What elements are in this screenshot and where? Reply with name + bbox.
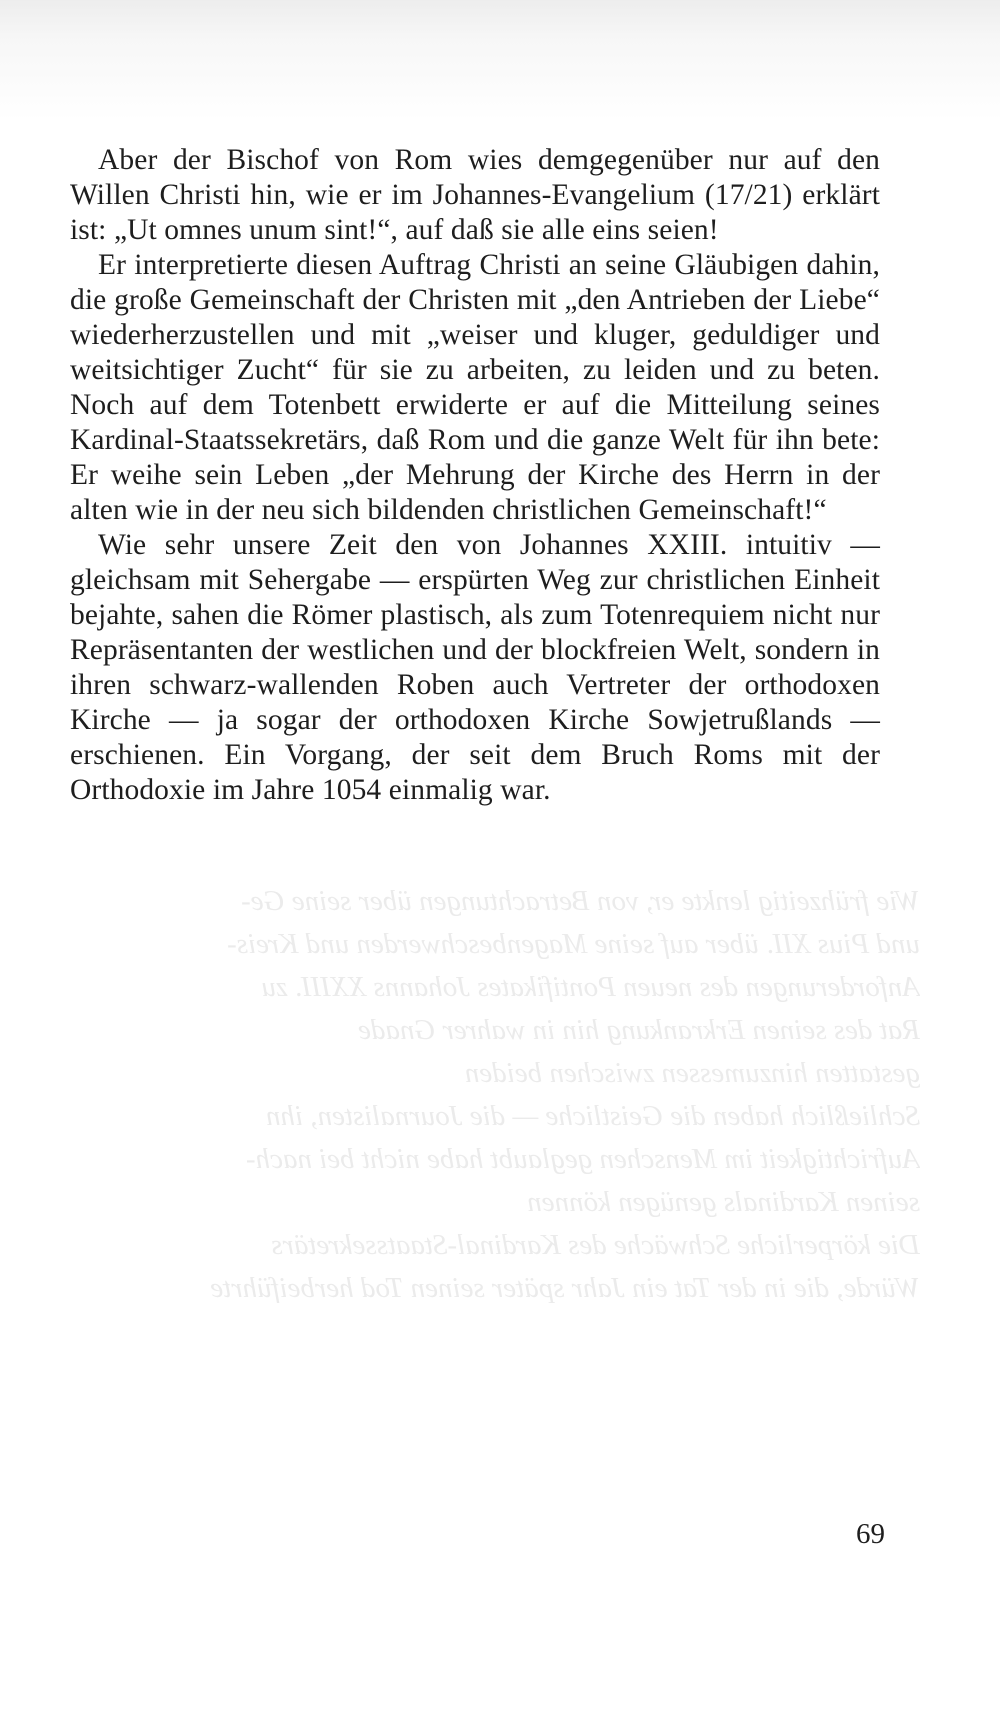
bleed-through-line: gestatten hinzumessen zwischen beiden bbox=[464, 1057, 920, 1089]
paragraph: Wie sehr unsere Zeit den von Johannes XXIII. intuitiv — gleichsam mit Sehergabe — erspürten Weg zur christlichen Einheit bejahte, sahen die Römer plastisch, als zum Totenrequiem nicht nur Repräsentanten der westlichen und der blockfreien Welt, sondern in ihren schwarz-wallenden Roben auch Vertreter der orthodoxen Kirche — ja sogar der orthodoxen Kirche Sowjetrußlands — erschienen. Ein Vorgang, der seit dem Bruch Roms mit der Orthodoxie im Jahre 1054 einmalig war. bbox=[70, 529, 880, 806]
bleed-through-line: seinen Kardinals genügen können bbox=[527, 1186, 920, 1218]
bleed-through-line: Wie frühzeitig lenkte er, von Betrachtungen über seine Ge- bbox=[241, 885, 920, 917]
bleed-through-line: und Pius XII. über auf seine Magenbeschwerden und Kreis- bbox=[227, 928, 920, 960]
paragraph: Aber der Bischof von Rom wies demgegenüber nur auf den Willen Christi hin, wie er im Johannes-Evangelium (17/21) erklärt ist: „Ut omnes unum sint!“, auf daß sie alle eins seien! bbox=[70, 144, 880, 246]
bleed-through-text bbox=[70, 880, 920, 1520]
page-number: 69 bbox=[856, 1518, 885, 1550]
bleed-through-line: Anforderungen des neuen Pontifikates Johanns XXIII. zu bbox=[261, 971, 920, 1003]
bleed-through-line: Würde, die in der Tat ein Jahr später seinen Tod herbeiführte bbox=[210, 1272, 920, 1304]
paragraph: Er interpretierte diesen Auftrag Christi an seine Gläubigen dahin, die große Gemeinschaft der Christen mit „den Antrieben der Liebe“ wiederherzustellen und mit „weiser und kluger, geduldiger und weitsichtiger Zucht“ für sie zu arbeiten, zu leiden und zu beten. Noch auf dem Totenbett erwiderte er auf die Mitteilung seines Kardinal-Staatssekretärs, daß Rom und die ganze Welt für ihn bete: Er weihe sein Leben „der Mehrung der Kirche des Herrn in der alten wie in der neu sich bildenden christlichen Gemeinschaft!“ bbox=[70, 249, 880, 526]
bleed-through-line: Rat des seinen Erkrankung hin in wahrer Gnade bbox=[358, 1014, 920, 1046]
body-text bbox=[70, 143, 880, 808]
bleed-through-line: Aufrichtigkeit im Menschen geglaubt habe nicht bei nach- bbox=[245, 1143, 920, 1175]
bleed-through-line: Schließlich haben die Geistliche — die Journalisten, ihn bbox=[266, 1100, 920, 1132]
bleed-through-line: Die körperliche Schwäche des Kardinal-Staatssekretärs bbox=[271, 1229, 920, 1261]
